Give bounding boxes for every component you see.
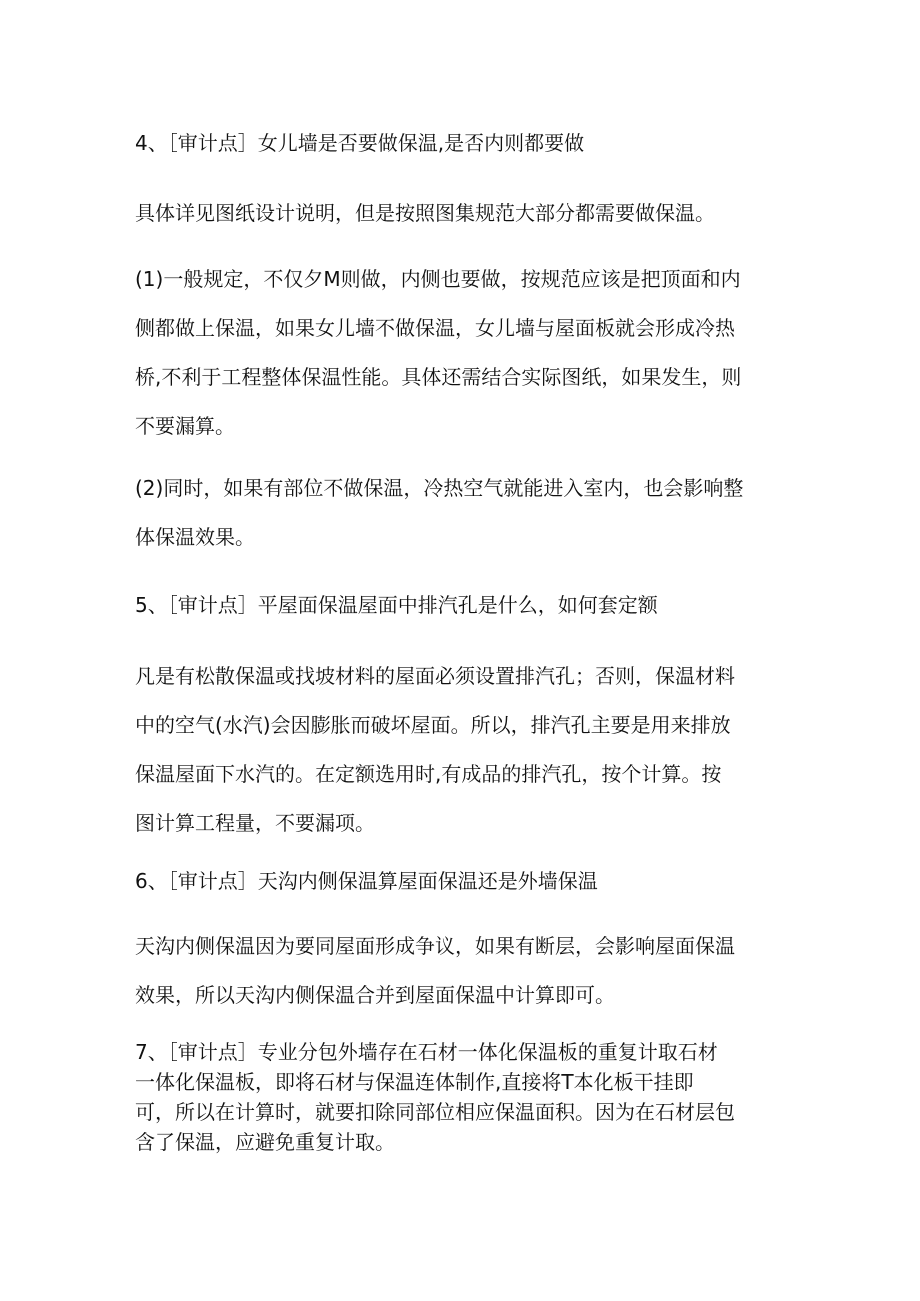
text-line: 一体化保温板，即将石材与保温连体制作,直接将T本化板干挂即 [135, 1070, 694, 1094]
text-line: 6、［审计点］天沟内侧保温算屋面保温还是外墙保温 [135, 869, 598, 893]
text-line: 体保温效果。 [135, 525, 255, 549]
section-5-heading [135, 581, 785, 630]
text-line: 桥,不利于工程整体保温性能。具体还需结合实际图纸，如果发生，则 [135, 365, 742, 389]
text-line: 凡是有松散保温或找坡材料的屋面必须设置排汽孔；否则，保温材料 [135, 664, 735, 688]
section-6-paragraph-1 [135, 922, 785, 1020]
text-line: 5、［审计点］平屋面保温屋面中排汽孔是什么，如何套定额 [135, 593, 658, 617]
text-line: 4、［审计点］女儿墙是否要做保温,是否内则都要做 [135, 131, 585, 155]
section-4-paragraph-2 [135, 255, 785, 451]
text-line: 7、［审计点］专业分包外墙存在石材一体化保温板的重复计取石材 [135, 1040, 718, 1064]
text-line: 可，所以在计算时，就要扣除同部位相应保温面积。因为在石材层包 [135, 1100, 735, 1124]
section-7-paragraph-1 [135, 1067, 785, 1157]
text-line: 效果，所以天沟内侧保温合并到屋面保温中计算即可。 [135, 983, 615, 1007]
section-4-heading [135, 119, 785, 168]
section-6-heading [135, 857, 785, 906]
text-line: 中的空气(水汽)会因膨胀而破坏屋面。所以，排汽孔主要是用来排放 [135, 713, 731, 737]
section-7-heading [135, 1037, 785, 1067]
text-line: 天沟内侧保温因为要同屋面形成争议，如果有断层，会影响屋面保温 [135, 934, 735, 958]
section-4-paragraph-1 [135, 189, 785, 238]
text-line: 具体详见图纸设计说明，但是按照图集规范大部分都需要做保温。 [135, 201, 715, 225]
text-line: 不要漏算。 [135, 414, 235, 438]
text-line: (1)一般规定，不仅夕M则做，内侧也要做，按规范应该是把顶面和内 [135, 267, 741, 291]
text-line: 保温屋面下水汽的。在定额选用时,有成品的排汽孔，按个计算。按 [135, 762, 722, 786]
text-line: 图计算工程量，不要漏项。 [135, 811, 375, 835]
text-line: (2)同时，如果有部位不做保温，冷热空气就能进入室内，也会影响整 [135, 476, 744, 500]
section-4-paragraph-3 [135, 464, 785, 562]
section-5-paragraph-1 [135, 652, 785, 848]
text-line: 含了保温，应避免重复计取。 [135, 1130, 395, 1154]
text-line: 侧都做上保温，如果女儿墙不做保温，女儿墙与屋面板就会形成冷热 [135, 316, 735, 340]
